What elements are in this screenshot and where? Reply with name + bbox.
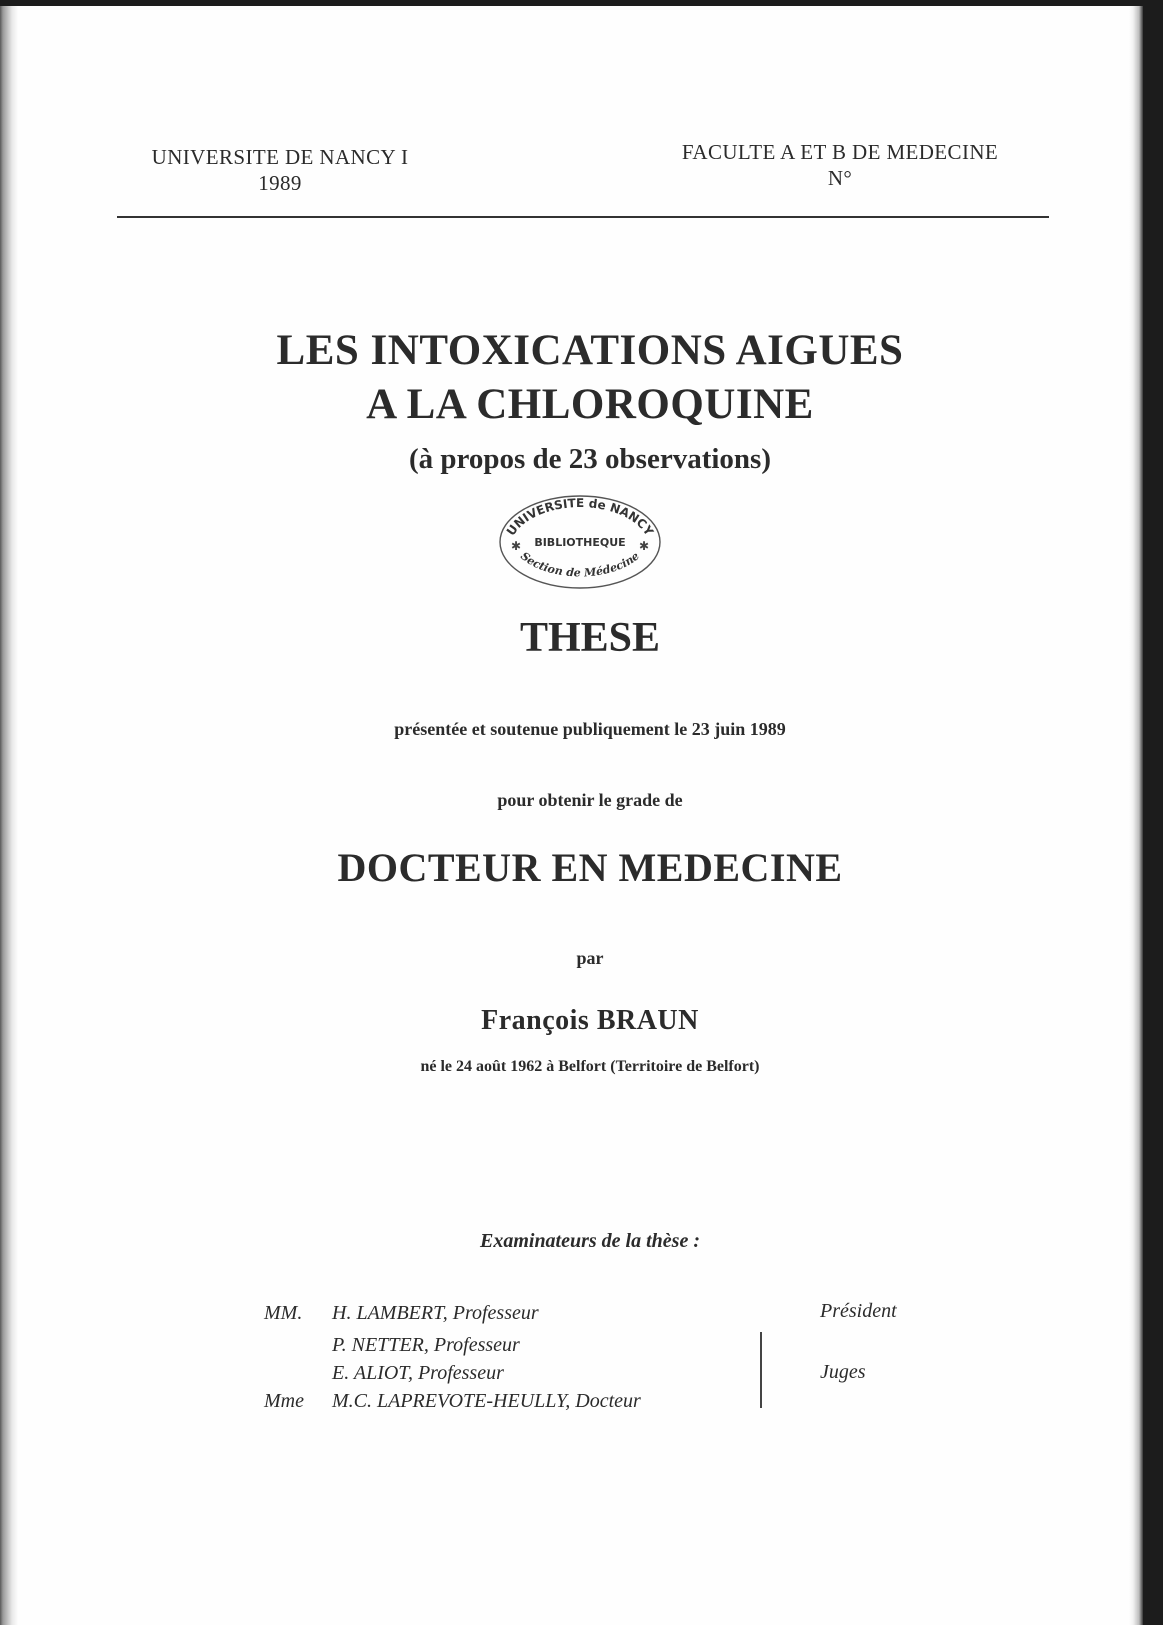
- stamp-bottom-text: Section de Médecine: [518, 549, 642, 580]
- header-rule: [117, 216, 1049, 218]
- thesis-title: [180, 324, 1000, 432]
- title-line-2: A LA CHLOROQUINE: [366, 381, 814, 428]
- thesis-subtitle: (à propos de 23 observations): [409, 443, 771, 475]
- stamp-star-left-icon: ✱: [511, 539, 522, 553]
- presentation-text: présentée et soutenue publiquement le 23 juin 1989: [394, 719, 786, 739]
- header-left: [130, 144, 430, 196]
- author-birth: né le 24 août 1962 à Belfort (Territoire de Belfort): [420, 1058, 760, 1075]
- faculty-name: FACULTE A ET B DE MEDECINE: [681, 140, 999, 164]
- author-name: François BRAUN: [481, 1005, 699, 1036]
- scan-edge-right: [1129, 6, 1143, 1625]
- stamp-star-right-icon: ✱: [639, 539, 650, 553]
- degree-title: DOCTEUR EN MEDECINE: [337, 845, 843, 890]
- thesis-label: THESE: [519, 615, 661, 661]
- examiner-prefix: Mme: [264, 1390, 304, 1412]
- examiner-role: Juges: [820, 1361, 866, 1383]
- stamp-middle-text: BIBLIOTHEQUE: [534, 536, 626, 549]
- examiner-prefix: MM.: [264, 1302, 303, 1324]
- purpose-text: pour obtenir le grade de: [497, 790, 683, 810]
- title-line-1: LES INTOXICATIONS AIGUES: [276, 327, 904, 374]
- examiner-name: H. LAMBERT, Professeur: [332, 1302, 539, 1324]
- university-name: UNIVERSITE DE NANCY I: [151, 145, 409, 169]
- examiner-name: M.C. LAPREVOTE-HEULLY, Docteur: [332, 1390, 641, 1412]
- library-stamp: [497, 490, 663, 590]
- thesis-number-label: N°: [827, 166, 853, 190]
- examiner-role: Président: [820, 1300, 897, 1322]
- judges-bracket: [760, 1332, 765, 1408]
- examiner-name: E. ALIOT, Professeur: [332, 1362, 504, 1384]
- stamp-top-text: UNIVERSITE de NANCY: [503, 496, 657, 539]
- scan-edge-left: [0, 6, 18, 1625]
- examiner-name: P. NETTER, Professeur: [332, 1334, 520, 1356]
- examiners-heading: Examinateurs de la thèse :: [479, 1230, 700, 1252]
- header-right: [650, 139, 1030, 191]
- year: 1989: [258, 171, 302, 195]
- document-page: [0, 6, 1143, 1625]
- by-text: par: [576, 948, 604, 968]
